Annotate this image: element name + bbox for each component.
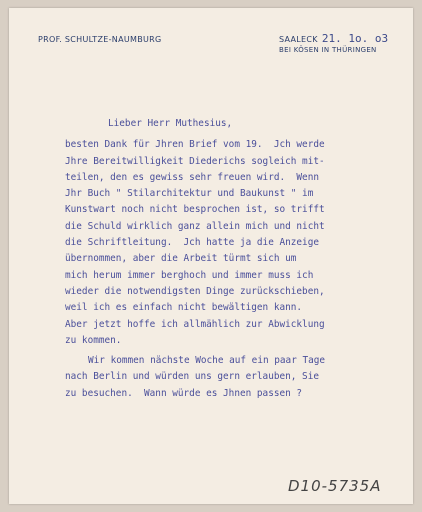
letter-body <box>65 116 395 402</box>
letter-line: besten Dank für Jhren Brief vom 19. Jch werde <box>65 139 325 151</box>
letter-line: nach Berlin und würden uns gern erlauben, Sie <box>65 371 319 383</box>
letterhead-place: SAALECK <box>279 35 318 44</box>
letter-line: Jhr Buch " Stilarchitektur und Baukunst " im <box>65 188 314 200</box>
letter-line: Aber jetzt hoffe ich allmählich zur Abwicklung <box>65 318 325 330</box>
letter-sheet <box>9 8 413 504</box>
letter-line: die Schriftleitung. Jch hatte ja die Anzeige <box>65 237 319 249</box>
letter-line: Jhre Bereitwilligkeit Diederichs sogleich mit- <box>65 155 325 167</box>
letterhead-sender: PROF. SCHULTZE-NAUMBURG <box>38 35 162 44</box>
letter-line: die Schuld wirklich ganz allein mich und nicht <box>65 220 325 232</box>
letter-line: mich herum immer berghoch und immer muss ich <box>65 269 314 281</box>
place-date-row <box>279 32 388 45</box>
letter-line: weil ich es einfach nicht bewältigen kann. <box>65 302 303 314</box>
letterhead-subline: BEI KÖSEN IN THÜRINGEN <box>279 46 377 54</box>
archive-number: D10-5735A <box>288 477 382 495</box>
letterhead-place-block <box>279 32 388 54</box>
letter-line: teilen, den es gewiss sehr freuen wird. Wenn <box>65 171 319 183</box>
letter-line: Kunstwart noch nicht besprochen ist, so trifft <box>65 204 325 216</box>
letter-line: übernommen, aber die Arbeit türmt sich um <box>65 253 297 265</box>
letter-line: zu besuchen. Wann würde es Jhnen passen ? <box>65 387 303 399</box>
letter-date: 21. 1o. o3 <box>321 32 389 45</box>
letter-line: Wir kommen nächste Woche auf ein paar Tage <box>88 355 326 367</box>
salutation: Lieber Herr Muthesius, <box>108 118 233 129</box>
letter-line: wieder die notwendigsten Dinge zurückschieben, <box>65 285 325 297</box>
letter-line: zu kommen. <box>65 334 122 346</box>
